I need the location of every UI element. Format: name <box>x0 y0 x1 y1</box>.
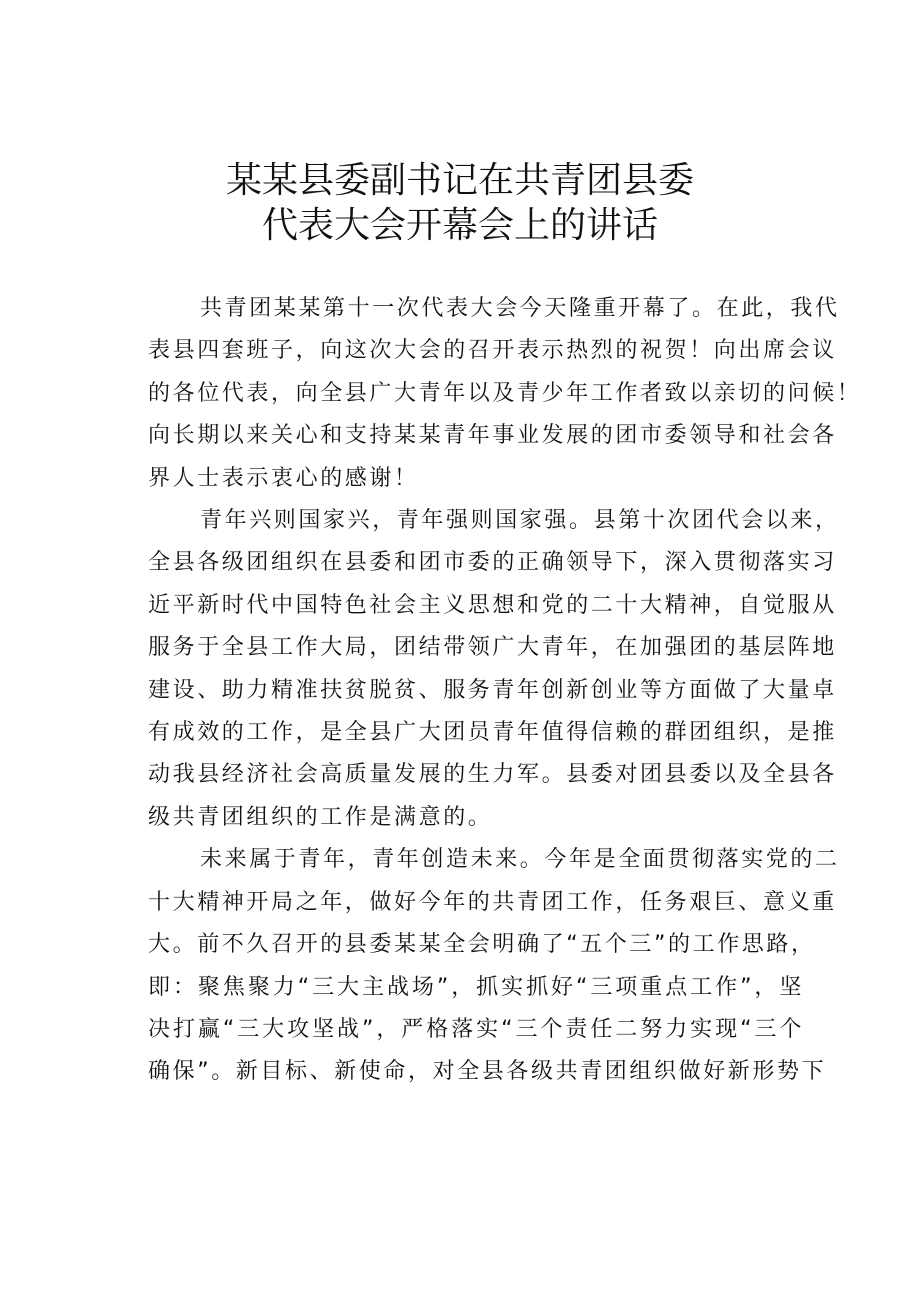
text-line: 确保”。新目标、新使命，对全县各级共青团组织做好新形势下 <box>148 1059 827 1085</box>
text-line: 表县四套班子，向这次大会的召开表示热烈的祝贺！向出席会议 <box>148 338 837 364</box>
title-line-2: 代表大会开幕会上的讲话 <box>261 205 658 246</box>
text-line: 向长期以来关心和支持某某青年事业发展的团市委领导和社会各 <box>148 423 837 449</box>
text-line: 即：聚焦聚力“三大主战场”，抓实抓好“三项重点工作”，坚 <box>148 974 804 1000</box>
text-line: 未来属于青年，青年创造未来。今年是全面贯彻落实党的二 <box>200 847 840 873</box>
text-line: 服务于全县工作大局，团结带领广大青年，在加强团的基层阵地 <box>148 635 837 661</box>
text-line: 有成效的工作，是全县广大团员青年值得信赖的群团组织，是推 <box>148 720 837 746</box>
text-line: 决打赢“三大攻坚战”，严格落实“三个责任二努力实现“三个 <box>148 1016 804 1042</box>
text-line: 大。前不久召开的县委某某全会明确了“五个三”的工作思路， <box>148 932 816 958</box>
text-line: 十大精神开局之年，做好今年的共青团工作，任务艰巨、意义重 <box>148 889 837 915</box>
document-body <box>148 288 862 1094</box>
text-line: 近平新时代中国特色社会主义思想和党的二十大精神，自觉服从 <box>148 592 837 618</box>
text-line: 共青团某某第十一次代表大会今天隆重开幕了。在此，我代 <box>200 296 840 321</box>
text-line: 青年兴则国家兴，青年强则国家强。县第十次团代会以来， <box>200 508 840 534</box>
paragraph-1 <box>148 288 862 500</box>
text-line: 级共青团组织的工作是满意的。 <box>148 804 493 830</box>
paragraph-3 <box>148 839 840 1093</box>
text-line: 动我县经济社会高质量发展的生力军。县委对团县委以及全县各 <box>148 762 837 788</box>
text-line: 界人士表示衷心的感谢！ <box>148 465 419 491</box>
title-line-1: 某某县委副书记在共青团县委 <box>225 160 694 201</box>
text-line: 全县各级团组织在县委和团市委的正确领导下，深入贯彻落实习 <box>148 550 837 576</box>
text-line: 的各位代表，向全县广大青年以及青少年工作者致以亲切的问候！ <box>148 380 862 406</box>
paragraph-2 <box>148 500 840 839</box>
text-line: 建设、助力精准扶贫脱贫、服务青年创新创业等方面做了大量卓 <box>148 677 837 703</box>
document-title <box>100 158 820 248</box>
